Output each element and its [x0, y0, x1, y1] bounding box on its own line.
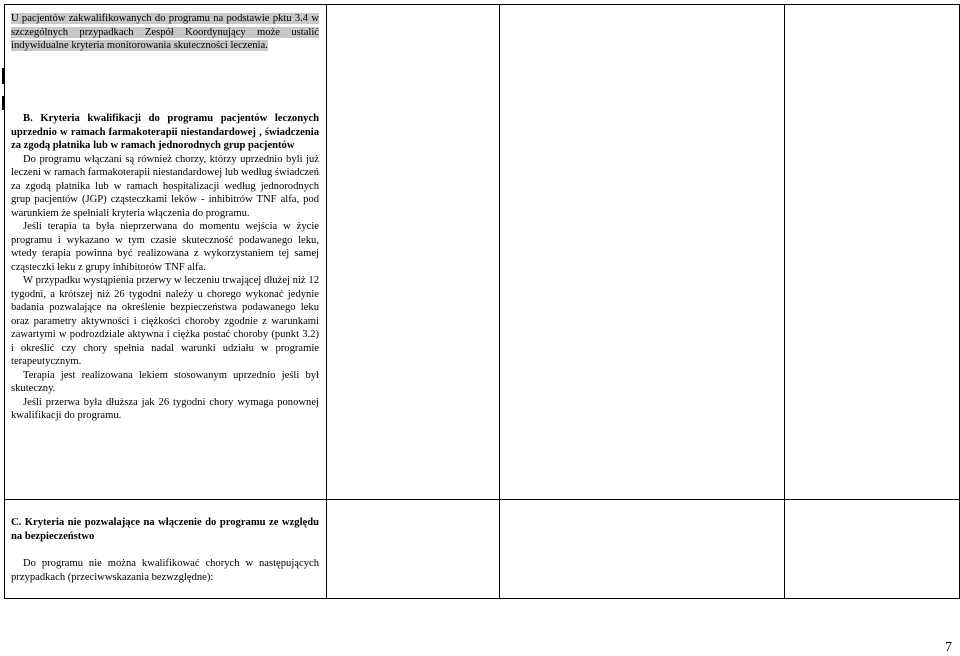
section-b-paragraph-4: Terapia jest realizowana lekiem stosowanym uprzednio jeśli był skuteczny.	[11, 369, 319, 394]
column-divider-3	[784, 4, 785, 599]
page-number: 7	[945, 640, 952, 655]
column-divider-1	[326, 4, 327, 599]
table-bottom-border	[4, 598, 959, 599]
section-b	[11, 112, 319, 423]
section-c	[11, 516, 319, 584]
section-a-tail	[11, 12, 319, 53]
section-b-heading: B. Kryteria kwalifikacji do programu pacjentów leczonych uprzednio w ramach farmakoterapii niestandardowej , świadczenia za zgodą płatnika lub w ramach jednorodnych grup pacjentów	[11, 113, 319, 151]
change-bar	[2, 96, 4, 110]
section-b-paragraph-2: Jeśli terapia ta była nieprzerwana do momentu wejścia w życie programu i wykazano w tym czasie skuteczność podawanego leku, wtedy terapia powinna być realizowana z wykorzystaniem tej samej cząsteczki leku z grupy inhibitorów TNF alfa.	[11, 221, 319, 273]
table-left-border	[4, 4, 5, 599]
highlighted-text: U pacjentów zakwalifikowanych do programu na podstawie pktu 3.4 w szczególnych przypadkach Zespół Koordynujący może ustalić indywidualne kryteria monitorowania skuteczności leczenia.	[11, 13, 319, 51]
section-b-paragraph-3: W przypadku wystąpienia przerwy w leczeniu trwającej dłużej niż 12 tygodni, a krótszej niż 26 tygodni należy u chorego wykonać jedynie badania pozwalające na określenie bezpieczeństwa podawanego leku oraz parametry aktywności i ciężkości choroby zgodnie z warunkami zawartymi w podrozdziale aktywna i ciężka postać choroby (punkt 3.2) i określić czy chory spełnia nadal warunki udziału w programie terapeutycznym.	[11, 275, 319, 367]
section-b-paragraph-5: Jeśli przerwa była dłuższa jak 26 tygodni chory wymaga ponownej kwalifikacji do programu.	[11, 396, 319, 421]
column-divider-2	[499, 4, 500, 599]
section-c-heading: C. Kryteria nie pozwalające na włączenie do programu ze względu na bezpieczeństwo	[11, 517, 319, 542]
change-bar	[2, 68, 4, 84]
section-b-paragraph-1: Do programu włączani są również chorzy, którzy uprzednio byli już leczeni w ramach farmakoterapii niestandardowej lub według świadczeń za zgodą płatnika lub w ramach hospitalizacji według jednorodnych grup pacjentów (JGP) cząsteczkami leków - inhibitrów TNF alfa, pod warunkiem że spełniali kryteria włączenia do programu.	[11, 153, 319, 219]
section-c-paragraph-1: Do programu nie można kwalifikować chorych w następujących przypadkach (przeciwwskazania bezwzględne):	[11, 558, 319, 583]
table-top-border	[4, 4, 959, 5]
row-divider	[4, 499, 959, 500]
